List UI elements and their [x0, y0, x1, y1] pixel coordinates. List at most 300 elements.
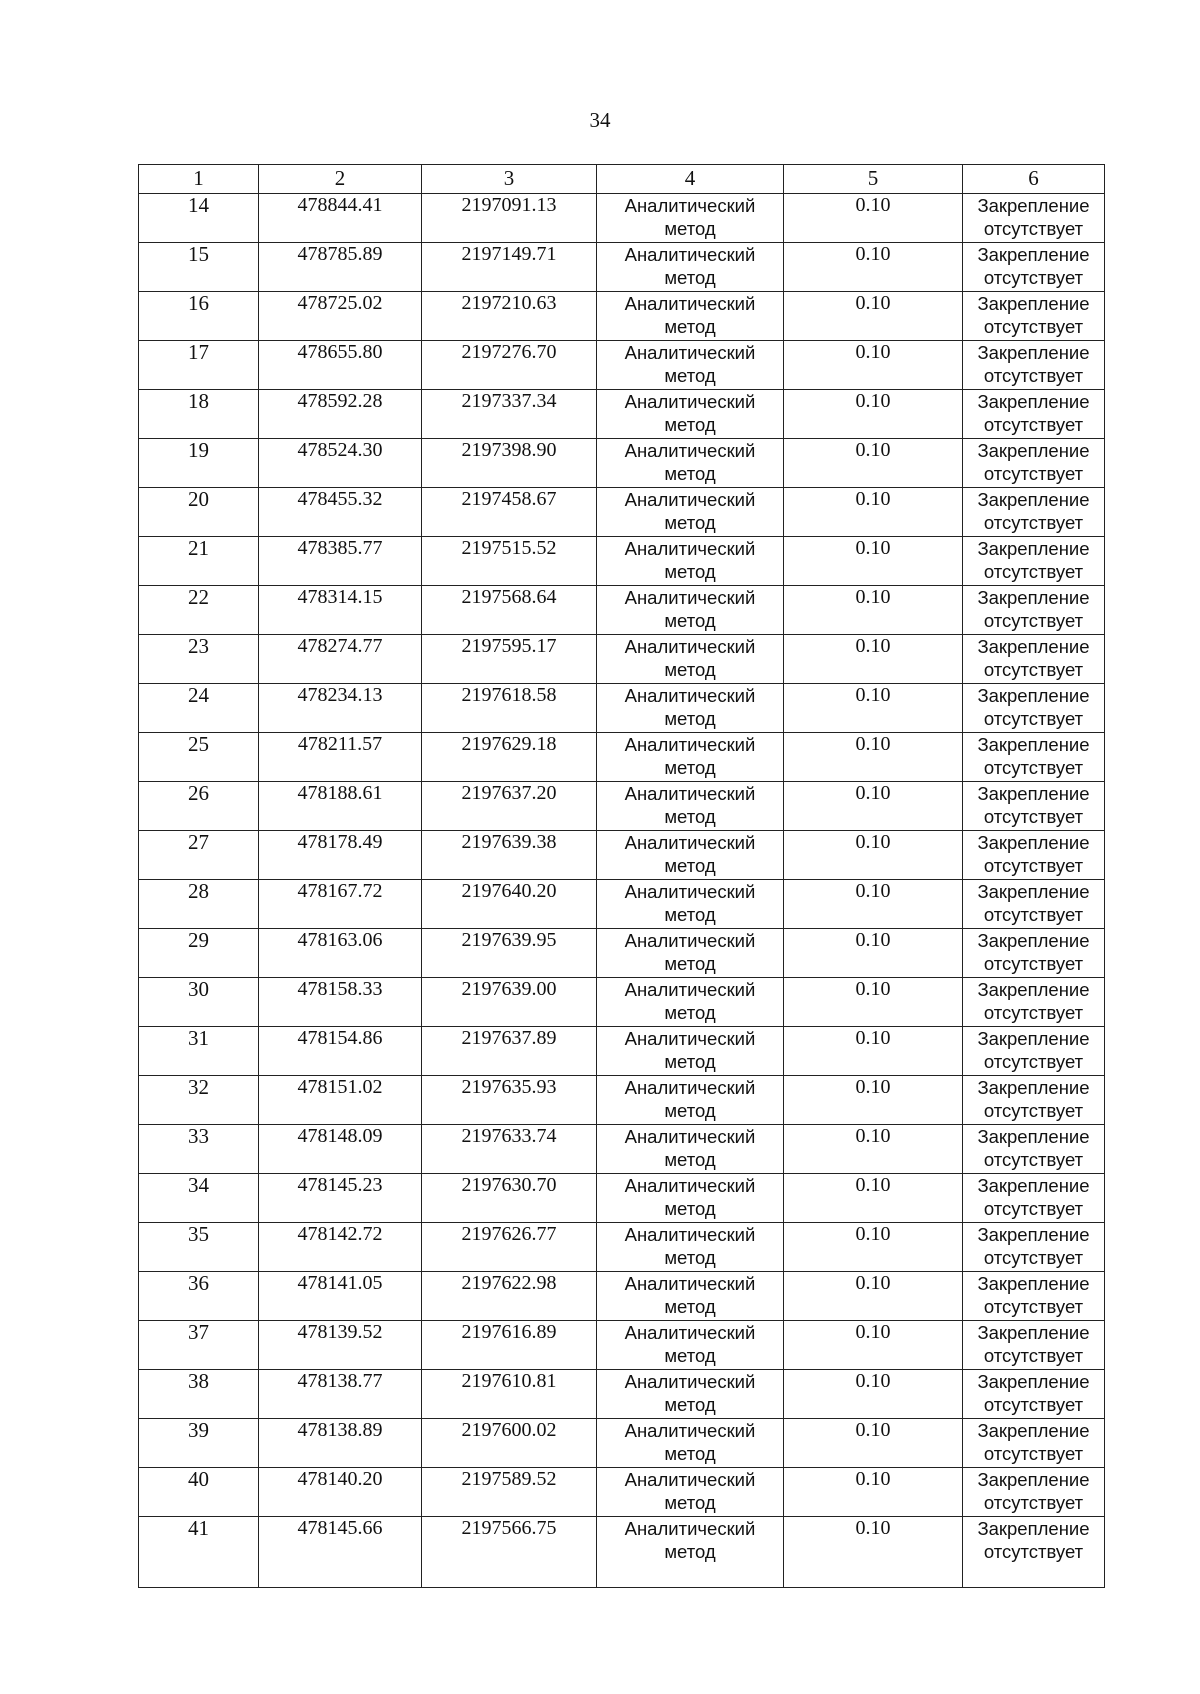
fixation-cell-line: отсутствует [983, 953, 1084, 974]
table-row [139, 1174, 1105, 1223]
fixation-cell-line: Закрепление [977, 1322, 1090, 1343]
fixation-cell-line: отсутствует [983, 365, 1084, 386]
table-row [139, 1419, 1105, 1468]
point-number-cell: 22 [139, 586, 259, 635]
point-number-cell: 32 [139, 1076, 259, 1125]
column-header: 6 [963, 165, 1105, 194]
point-number-cell: 23 [139, 635, 259, 684]
table-row [139, 439, 1105, 488]
point-number-cell: 26 [139, 782, 259, 831]
y-coordinate-cell: 2197458.67 [422, 488, 597, 537]
point-number-cell: 36 [139, 1272, 259, 1321]
fixation-cell-line: отсутствует [983, 267, 1084, 288]
precision-cell: 0.10 [784, 831, 963, 880]
x-coordinate-cell: 478145.23 [259, 1174, 422, 1223]
method-cell [597, 1223, 784, 1272]
x-coordinate-cell: 478592.28 [259, 390, 422, 439]
method-cell-line: метод [664, 659, 716, 680]
fixation-cell-line: Закрепление [977, 195, 1090, 216]
method-cell-line: метод [664, 1051, 716, 1072]
method-cell-line: Аналитический [624, 783, 756, 804]
table-row [139, 341, 1105, 390]
method-cell-line: Аналитический [624, 1371, 756, 1392]
method-cell-line: Аналитический [624, 195, 756, 216]
method-cell [597, 1076, 784, 1125]
table-row [139, 1027, 1105, 1076]
fixation-cell [963, 243, 1105, 292]
table-row [139, 978, 1105, 1027]
fixation-cell-line: отсутствует [983, 316, 1084, 337]
method-cell [597, 635, 784, 684]
method-cell-line: Аналитический [624, 881, 756, 902]
column-header: 3 [422, 165, 597, 194]
x-coordinate-cell: 478141.05 [259, 1272, 422, 1321]
precision-cell: 0.10 [784, 488, 963, 537]
precision-cell: 0.10 [784, 537, 963, 586]
method-cell-line: Аналитический [624, 1028, 756, 1049]
fixation-cell-line: Закрепление [977, 685, 1090, 706]
method-cell-line: метод [664, 904, 716, 925]
precision-cell: 0.10 [784, 1468, 963, 1517]
y-coordinate-cell: 2197639.38 [422, 831, 597, 880]
method-cell [597, 782, 784, 831]
y-coordinate-cell: 2197600.02 [422, 1419, 597, 1468]
fixation-cell-line: Закрепление [977, 587, 1090, 608]
point-number-cell: 18 [139, 390, 259, 439]
method-cell-line: метод [664, 708, 716, 729]
fixation-cell [963, 684, 1105, 733]
method-cell-line: Аналитический [624, 1224, 756, 1245]
method-cell-line: метод [664, 1247, 716, 1268]
fixation-cell-line: отсутствует [983, 1149, 1084, 1170]
x-coordinate-cell: 478655.80 [259, 341, 422, 390]
fixation-cell-line: отсутствует [983, 1296, 1084, 1317]
precision-cell: 0.10 [784, 978, 963, 1027]
point-number-cell: 35 [139, 1223, 259, 1272]
point-number-cell: 33 [139, 1125, 259, 1174]
point-number-cell: 25 [139, 733, 259, 782]
fixation-cell [963, 1076, 1105, 1125]
y-coordinate-cell: 2197640.20 [422, 880, 597, 929]
fixation-cell-line: отсутствует [983, 1394, 1084, 1415]
column-header: 1 [139, 165, 259, 194]
method-cell [597, 243, 784, 292]
fixation-cell-line: Закрепление [977, 930, 1090, 951]
table-row [139, 929, 1105, 978]
point-number-cell: 21 [139, 537, 259, 586]
precision-cell: 0.10 [784, 1517, 963, 1588]
y-coordinate-cell: 2197630.70 [422, 1174, 597, 1223]
precision-cell: 0.10 [784, 684, 963, 733]
fixation-cell-line: Закрепление [977, 489, 1090, 510]
point-number-cell: 38 [139, 1370, 259, 1419]
table-row [139, 292, 1105, 341]
y-coordinate-cell: 2197515.52 [422, 537, 597, 586]
precision-cell: 0.10 [784, 243, 963, 292]
table-row [139, 390, 1105, 439]
method-cell [597, 929, 784, 978]
table-row [139, 1370, 1105, 1419]
fixation-cell [963, 439, 1105, 488]
x-coordinate-cell: 478163.06 [259, 929, 422, 978]
y-coordinate-cell: 2197210.63 [422, 292, 597, 341]
x-coordinate-cell: 478385.77 [259, 537, 422, 586]
precision-cell: 0.10 [784, 1076, 963, 1125]
method-cell-line: Аналитический [624, 930, 756, 951]
method-cell-line: метод [664, 1198, 716, 1219]
method-cell-line: Аналитический [624, 440, 756, 461]
fixation-cell-line: Закрепление [977, 538, 1090, 559]
precision-cell: 0.10 [784, 1370, 963, 1419]
fixation-cell [963, 292, 1105, 341]
fixation-cell [963, 341, 1105, 390]
method-cell-line: метод [664, 1149, 716, 1170]
precision-cell: 0.10 [784, 1419, 963, 1468]
table-row [139, 1272, 1105, 1321]
table-row [139, 684, 1105, 733]
x-coordinate-cell: 478524.30 [259, 439, 422, 488]
method-cell-line: метод [664, 463, 716, 484]
method-cell-line: Аналитический [624, 1126, 756, 1147]
method-cell-line: Аналитический [624, 587, 756, 608]
fixation-cell [963, 782, 1105, 831]
y-coordinate-cell: 2197337.34 [422, 390, 597, 439]
method-cell [597, 292, 784, 341]
fixation-cell-line: Закрепление [977, 1077, 1090, 1098]
column-header: 4 [597, 165, 784, 194]
fixation-cell-line: отсутствует [983, 610, 1084, 631]
table-row [139, 1223, 1105, 1272]
x-coordinate-cell: 478844.41 [259, 194, 422, 243]
y-coordinate-cell: 2197610.81 [422, 1370, 597, 1419]
point-number-cell: 14 [139, 194, 259, 243]
fixation-cell [963, 1370, 1105, 1419]
method-cell [597, 1370, 784, 1419]
fixation-cell-line: отсутствует [983, 1247, 1084, 1268]
precision-cell: 0.10 [784, 929, 963, 978]
method-cell-line: Аналитический [624, 685, 756, 706]
fixation-cell-line: Закрепление [977, 783, 1090, 804]
method-cell-line: метод [664, 1296, 716, 1317]
fixation-cell-line: Закрепление [977, 636, 1090, 657]
method-cell-line: Аналитический [624, 1518, 756, 1539]
coordinates-table [138, 164, 1105, 1588]
page-number: 34 [589, 108, 611, 132]
fixation-cell-line: отсутствует [983, 855, 1084, 876]
point-number-cell: 28 [139, 880, 259, 929]
method-cell-line: метод [664, 610, 716, 631]
method-cell [597, 537, 784, 586]
y-coordinate-cell: 2197616.89 [422, 1321, 597, 1370]
method-cell-line: Аналитический [624, 1273, 756, 1294]
precision-cell: 0.10 [784, 1027, 963, 1076]
fixation-cell [963, 880, 1105, 929]
method-cell-line: Аналитический [624, 979, 756, 1000]
precision-cell: 0.10 [784, 1125, 963, 1174]
method-cell-line: Аналитический [624, 636, 756, 657]
method-cell-line: Аналитический [624, 832, 756, 853]
column-header: 5 [784, 165, 963, 194]
fixation-cell-line: отсутствует [983, 708, 1084, 729]
method-cell [597, 341, 784, 390]
table-row [139, 1076, 1105, 1125]
fixation-cell-line: отсутствует [983, 1198, 1084, 1219]
fixation-cell [963, 733, 1105, 782]
fixation-cell [963, 488, 1105, 537]
column-header: 2 [259, 165, 422, 194]
precision-cell: 0.10 [784, 733, 963, 782]
method-cell-line: Аналитический [624, 1175, 756, 1196]
method-cell-line: метод [664, 1443, 716, 1464]
point-number-cell: 16 [139, 292, 259, 341]
table-row [139, 880, 1105, 929]
method-cell-line: Аналитический [624, 342, 756, 363]
fixation-cell-line: Закрепление [977, 734, 1090, 755]
fixation-cell [963, 635, 1105, 684]
point-number-cell: 24 [139, 684, 259, 733]
fixation-cell-line: отсутствует [983, 463, 1084, 484]
table-row [139, 1321, 1105, 1370]
x-coordinate-cell: 478148.09 [259, 1125, 422, 1174]
fixation-cell [963, 1272, 1105, 1321]
precision-cell: 0.10 [784, 292, 963, 341]
method-cell-line: Аналитический [624, 1469, 756, 1490]
fixation-cell [963, 390, 1105, 439]
method-cell-line: Аналитический [624, 734, 756, 755]
fixation-cell-line: Закрепление [977, 1175, 1090, 1196]
fixation-cell-line: Закрепление [977, 1126, 1090, 1147]
precision-cell: 0.10 [784, 439, 963, 488]
fixation-cell [963, 929, 1105, 978]
method-cell [597, 1468, 784, 1517]
method-cell-line: метод [664, 1492, 716, 1513]
fixation-cell-line: Закрепление [977, 1469, 1090, 1490]
fixation-cell [963, 831, 1105, 880]
method-cell [597, 1321, 784, 1370]
fixation-cell-line: Закрепление [977, 1371, 1090, 1392]
table-row [139, 635, 1105, 684]
fixation-cell-line: Закрепление [977, 440, 1090, 461]
fixation-cell [963, 1223, 1105, 1272]
precision-cell: 0.10 [784, 880, 963, 929]
fixation-cell-line: отсутствует [983, 1002, 1084, 1023]
y-coordinate-cell: 2197639.00 [422, 978, 597, 1027]
y-coordinate-cell: 2197629.18 [422, 733, 597, 782]
y-coordinate-cell: 2197398.90 [422, 439, 597, 488]
fixation-cell-line: Закрепление [977, 391, 1090, 412]
method-cell-line: метод [664, 1541, 716, 1562]
method-cell-line: метод [664, 1002, 716, 1023]
method-cell [597, 439, 784, 488]
x-coordinate-cell: 478138.77 [259, 1370, 422, 1419]
precision-cell: 0.10 [784, 1223, 963, 1272]
table-row [139, 1517, 1105, 1588]
table-row [139, 488, 1105, 537]
fixation-cell-line: Закрепление [977, 342, 1090, 363]
table-row [139, 1125, 1105, 1174]
method-cell [597, 194, 784, 243]
y-coordinate-cell: 2197091.13 [422, 194, 597, 243]
fixation-cell-line: отсутствует [983, 561, 1084, 582]
method-cell-line: метод [664, 316, 716, 337]
y-coordinate-cell: 2197568.64 [422, 586, 597, 635]
point-number-cell: 39 [139, 1419, 259, 1468]
method-cell-line: Аналитический [624, 538, 756, 559]
method-cell-line: метод [664, 512, 716, 533]
y-coordinate-cell: 2197276.70 [422, 341, 597, 390]
fixation-cell-line: Закрепление [977, 1273, 1090, 1294]
precision-cell: 0.10 [784, 635, 963, 684]
method-cell-line: метод [664, 953, 716, 974]
point-number-cell: 30 [139, 978, 259, 1027]
fixation-cell-line: отсутствует [983, 1492, 1084, 1513]
method-cell-line: метод [664, 806, 716, 827]
y-coordinate-cell: 2197618.58 [422, 684, 597, 733]
x-coordinate-cell: 478785.89 [259, 243, 422, 292]
method-cell-line: метод [664, 414, 716, 435]
method-cell-line: Аналитический [624, 1322, 756, 1343]
y-coordinate-cell: 2197639.95 [422, 929, 597, 978]
method-cell-line: Аналитический [624, 244, 756, 265]
method-cell [597, 978, 784, 1027]
fixation-cell-line: отсутствует [983, 1100, 1084, 1121]
method-cell [597, 1517, 784, 1588]
point-number-cell: 41 [139, 1517, 259, 1588]
x-coordinate-cell: 478314.15 [259, 586, 422, 635]
method-cell-line: метод [664, 1394, 716, 1415]
precision-cell: 0.10 [784, 1272, 963, 1321]
fixation-cell-line: отсутствует [983, 1443, 1084, 1464]
fixation-cell-line: Закрепление [977, 1518, 1090, 1539]
method-cell-line: Аналитический [624, 1077, 756, 1098]
point-number-cell: 27 [139, 831, 259, 880]
fixation-cell-line: Закрепление [977, 1028, 1090, 1049]
fixation-cell-line: Закрепление [977, 1420, 1090, 1441]
precision-cell: 0.10 [784, 782, 963, 831]
fixation-cell [963, 1517, 1105, 1588]
fixation-cell-line: Закрепление [977, 881, 1090, 902]
x-coordinate-cell: 478167.72 [259, 880, 422, 929]
y-coordinate-cell: 2197149.71 [422, 243, 597, 292]
precision-cell: 0.10 [784, 341, 963, 390]
fixation-cell-line: отсутствует [983, 1345, 1084, 1366]
method-cell-line: Аналитический [624, 391, 756, 412]
x-coordinate-cell: 478151.02 [259, 1076, 422, 1125]
method-cell [597, 1174, 784, 1223]
precision-cell: 0.10 [784, 1174, 963, 1223]
method-cell-line: метод [664, 218, 716, 239]
fixation-cell [963, 194, 1105, 243]
table-body [139, 165, 1105, 1588]
fixation-cell [963, 1174, 1105, 1223]
fixation-cell-line: отсутствует [983, 512, 1084, 533]
x-coordinate-cell: 478234.13 [259, 684, 422, 733]
point-number-cell: 40 [139, 1468, 259, 1517]
method-cell-line: метод [664, 855, 716, 876]
point-number-cell: 31 [139, 1027, 259, 1076]
x-coordinate-cell: 478142.72 [259, 1223, 422, 1272]
table-row [139, 831, 1105, 880]
method-cell-line: Аналитический [624, 489, 756, 510]
precision-cell: 0.10 [784, 390, 963, 439]
point-number-cell: 37 [139, 1321, 259, 1370]
table-row [139, 537, 1105, 586]
fixation-cell [963, 978, 1105, 1027]
point-number-cell: 17 [139, 341, 259, 390]
method-cell [597, 684, 784, 733]
fixation-cell [963, 1027, 1105, 1076]
method-cell-line: метод [664, 1100, 716, 1121]
x-coordinate-cell: 478455.32 [259, 488, 422, 537]
x-coordinate-cell: 478188.61 [259, 782, 422, 831]
method-cell-line: метод [664, 267, 716, 288]
table-row [139, 194, 1105, 243]
method-cell-line: метод [664, 365, 716, 386]
fixation-cell [963, 1468, 1105, 1517]
y-coordinate-cell: 2197626.77 [422, 1223, 597, 1272]
method-cell [597, 1027, 784, 1076]
fixation-cell [963, 1321, 1105, 1370]
method-cell [597, 733, 784, 782]
x-coordinate-cell: 478138.89 [259, 1419, 422, 1468]
fixation-cell-line: Закрепление [977, 979, 1090, 1000]
x-coordinate-cell: 478725.02 [259, 292, 422, 341]
method-cell [597, 488, 784, 537]
fixation-cell-line: Закрепление [977, 244, 1090, 265]
point-number-cell: 15 [139, 243, 259, 292]
table-row [139, 782, 1105, 831]
method-cell [597, 390, 784, 439]
y-coordinate-cell: 2197566.75 [422, 1517, 597, 1588]
x-coordinate-cell: 478158.33 [259, 978, 422, 1027]
precision-cell: 0.10 [784, 1321, 963, 1370]
table-row [139, 243, 1105, 292]
method-cell [597, 1125, 784, 1174]
method-cell [597, 880, 784, 929]
fixation-cell-line: Закрепление [977, 293, 1090, 314]
precision-cell: 0.10 [784, 586, 963, 635]
x-coordinate-cell: 478145.66 [259, 1517, 422, 1588]
point-number-cell: 29 [139, 929, 259, 978]
fixation-cell-line: отсутствует [983, 659, 1084, 680]
x-coordinate-cell: 478211.57 [259, 733, 422, 782]
fixation-cell-line: отсутствует [983, 218, 1084, 239]
method-cell [597, 1419, 784, 1468]
table-row [139, 733, 1105, 782]
fixation-cell [963, 586, 1105, 635]
method-cell-line: метод [664, 757, 716, 778]
table-row [139, 586, 1105, 635]
y-coordinate-cell: 2197637.20 [422, 782, 597, 831]
x-coordinate-cell: 478154.86 [259, 1027, 422, 1076]
method-cell [597, 831, 784, 880]
fixation-cell [963, 537, 1105, 586]
method-cell-line: метод [664, 1345, 716, 1366]
y-coordinate-cell: 2197635.93 [422, 1076, 597, 1125]
y-coordinate-cell: 2197595.17 [422, 635, 597, 684]
y-coordinate-cell: 2197633.74 [422, 1125, 597, 1174]
y-coordinate-cell: 2197589.52 [422, 1468, 597, 1517]
fixation-cell-line: Закрепление [977, 832, 1090, 853]
fixation-cell-line: отсутствует [983, 1051, 1084, 1072]
method-cell [597, 1272, 784, 1321]
fixation-cell-line: отсутствует [983, 904, 1084, 925]
point-number-cell: 34 [139, 1174, 259, 1223]
fixation-cell [963, 1125, 1105, 1174]
table-row [139, 1468, 1105, 1517]
y-coordinate-cell: 2197637.89 [422, 1027, 597, 1076]
method-cell-line: метод [664, 561, 716, 582]
